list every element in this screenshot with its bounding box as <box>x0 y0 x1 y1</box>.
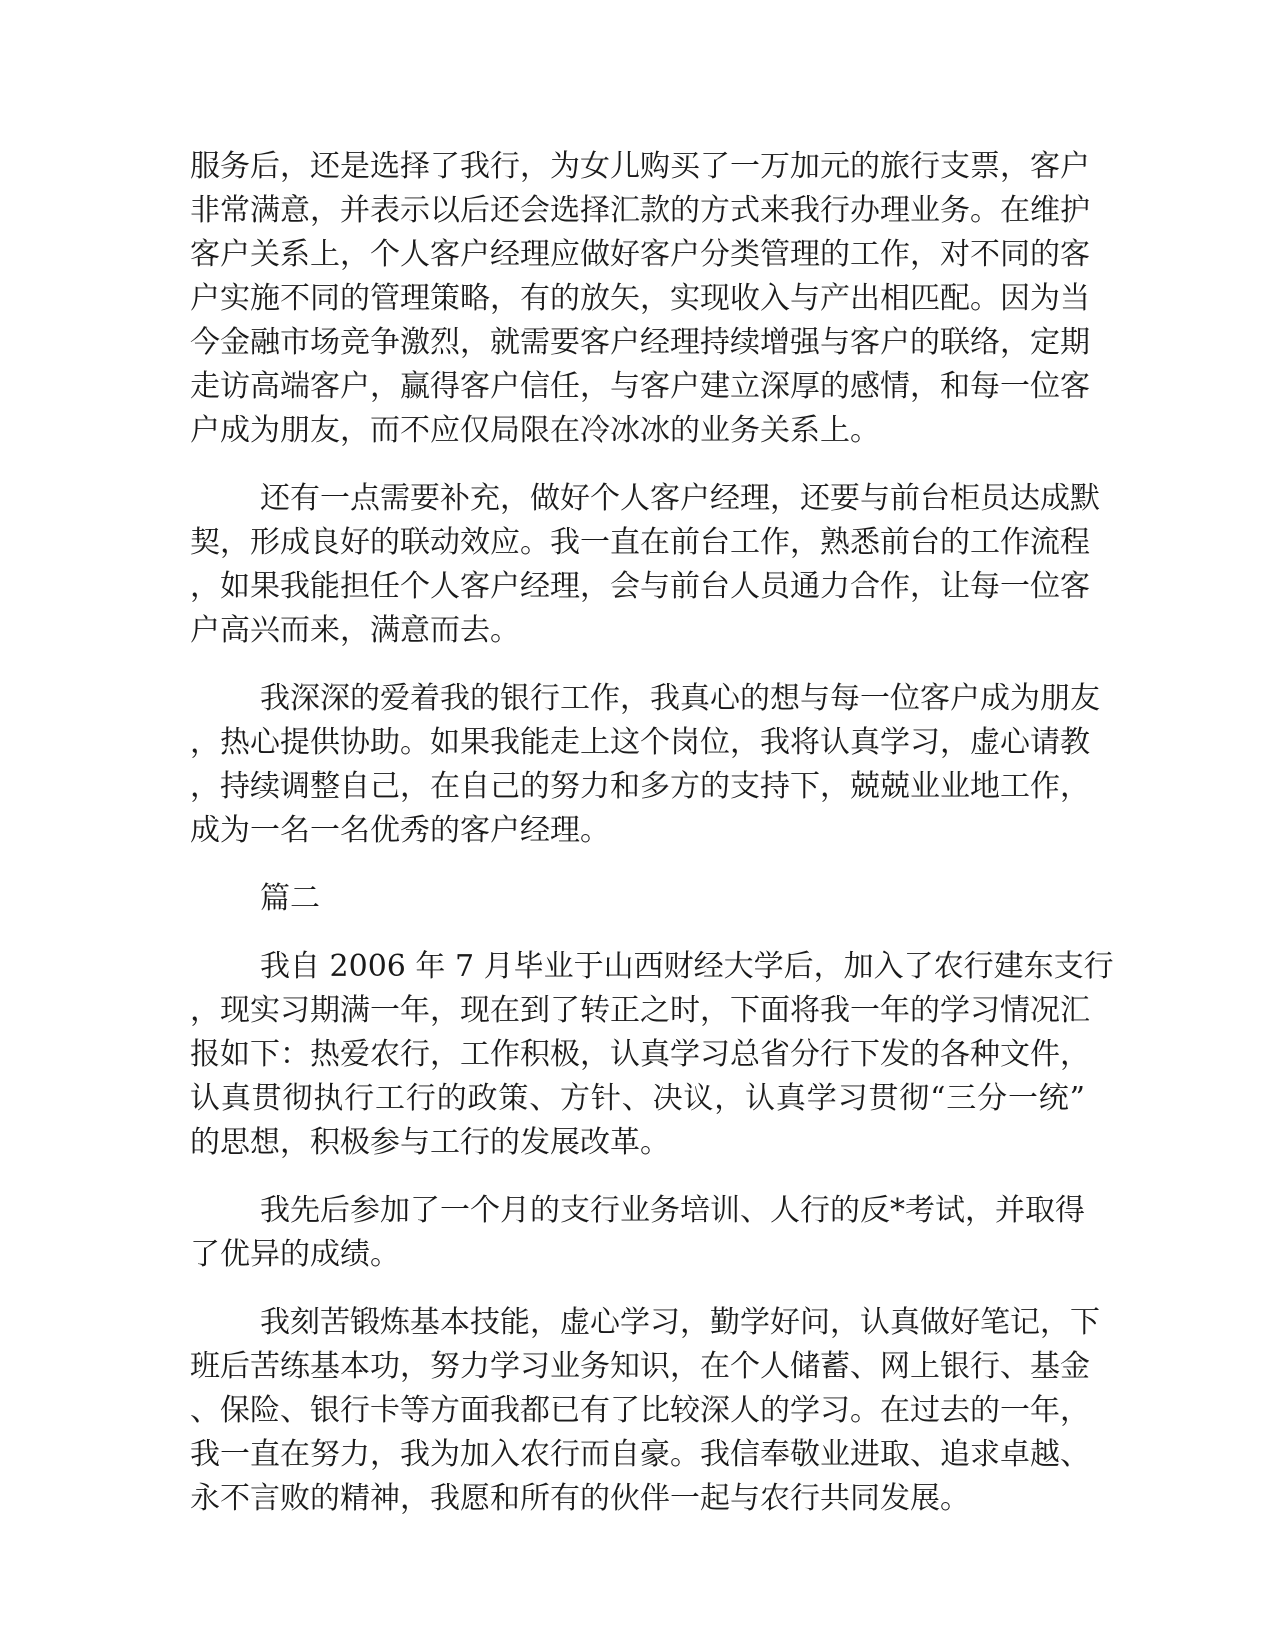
text-line: 户高兴而来，满意而去。 <box>190 613 520 648</box>
text-line: 我一直在努力，我为加入农行而自豪。我信奉敬业进取、追求卓越、 <box>190 1437 1090 1472</box>
text-line: 服务后，还是选择了我行，为女儿购买了一万加元的旅行支票，客户 <box>190 149 1090 184</box>
text-line: 班后苦练基本功，努力学习业务知识，在个人储蓄、网上银行、基金 <box>190 1349 1090 1384</box>
text-line: 户实施不同的管理策略，有的放矢，实现收入与产出相匹配。因为当 <box>190 281 1090 316</box>
text-line: 永不言败的精神，我愿和所有的伙伴一起与农行共同发展。 <box>190 1481 970 1516</box>
text-line: 报如下：热爱农行，工作积极，认真学习总省分行下发的各种文件， <box>190 1037 1090 1072</box>
document-body <box>190 145 1114 1545</box>
text-line: 户成为朋友，而不应仅局限在冷冰冰的业务关系上。 <box>190 413 880 448</box>
text-line: 我深深的爱着我的银行工作，我真心的想与每一位客户成为朋友 <box>260 681 1100 716</box>
text-line: 非常满意，并表示以后还会选择汇款的方式来我行办理业务。在维护 <box>190 193 1090 228</box>
text-line: 客户关系上，个人客户经理应做好客户分类管理的工作，对不同的客 <box>190 237 1090 272</box>
paragraph <box>190 677 1100 853</box>
section-heading-text: 篇二 <box>260 881 320 916</box>
section-heading <box>190 877 1085 921</box>
text-line: 契，形成良好的联动效应。我一直在前台工作，熟悉前台的工作流程 <box>190 525 1090 560</box>
text-line: ，现实习期满一年，现在到了转正之时，下面将我一年的学习情况汇 <box>190 993 1090 1028</box>
text-line: ，如果我能担任个人客户经理，会与前台人员通力合作，让每一位客 <box>190 569 1090 604</box>
text-line: 、保险、银行卡等方面我都已有了比较深人的学习。在过去的一年， <box>190 1393 1090 1428</box>
text-line: 今金融市场竞争激烈，就需要客户经理持续增强与客户的联络，定期 <box>190 325 1090 360</box>
text-line: 认真贯彻执行工行的政策、方针、决议，认真学习贯彻“三分一统” <box>190 1081 1085 1116</box>
text-line: 的思想，积极参与工行的发展改革。 <box>190 1125 670 1160</box>
text-line: 我自 2006 年 7 月毕业于山西财经大学后，加入了农行建东支行 <box>260 949 1114 984</box>
paragraph <box>190 945 1114 1165</box>
text-line: 成为一名一名优秀的客户经理。 <box>190 813 610 848</box>
text-line: ，持续调整自己，在自己的努力和多方的支持下，兢兢业业地工作， <box>190 769 1090 804</box>
text-line: 还有一点需要补充，做好个人客户经理，还要与前台柜员达成默 <box>260 481 1100 516</box>
text-line: 走访高端客户，赢得客户信任，与客户建立深厚的感情，和每一位客 <box>190 369 1090 404</box>
paragraph <box>190 477 1100 653</box>
text-line: 了优异的成绩。 <box>190 1237 400 1272</box>
paragraph <box>190 1189 1085 1277</box>
paragraph <box>190 1301 1100 1521</box>
paragraph <box>190 145 1090 453</box>
text-line: ，热心提供协助。如果我能走上这个岗位，我将认真学习，虚心请教 <box>190 725 1090 760</box>
text-line: 我刻苦锻炼基本技能，虚心学习，勤学好问，认真做好笔记，下 <box>260 1305 1100 1340</box>
text-line: 我先后参加了一个月的支行业务培训、人行的反*考试，并取得 <box>260 1193 1085 1228</box>
